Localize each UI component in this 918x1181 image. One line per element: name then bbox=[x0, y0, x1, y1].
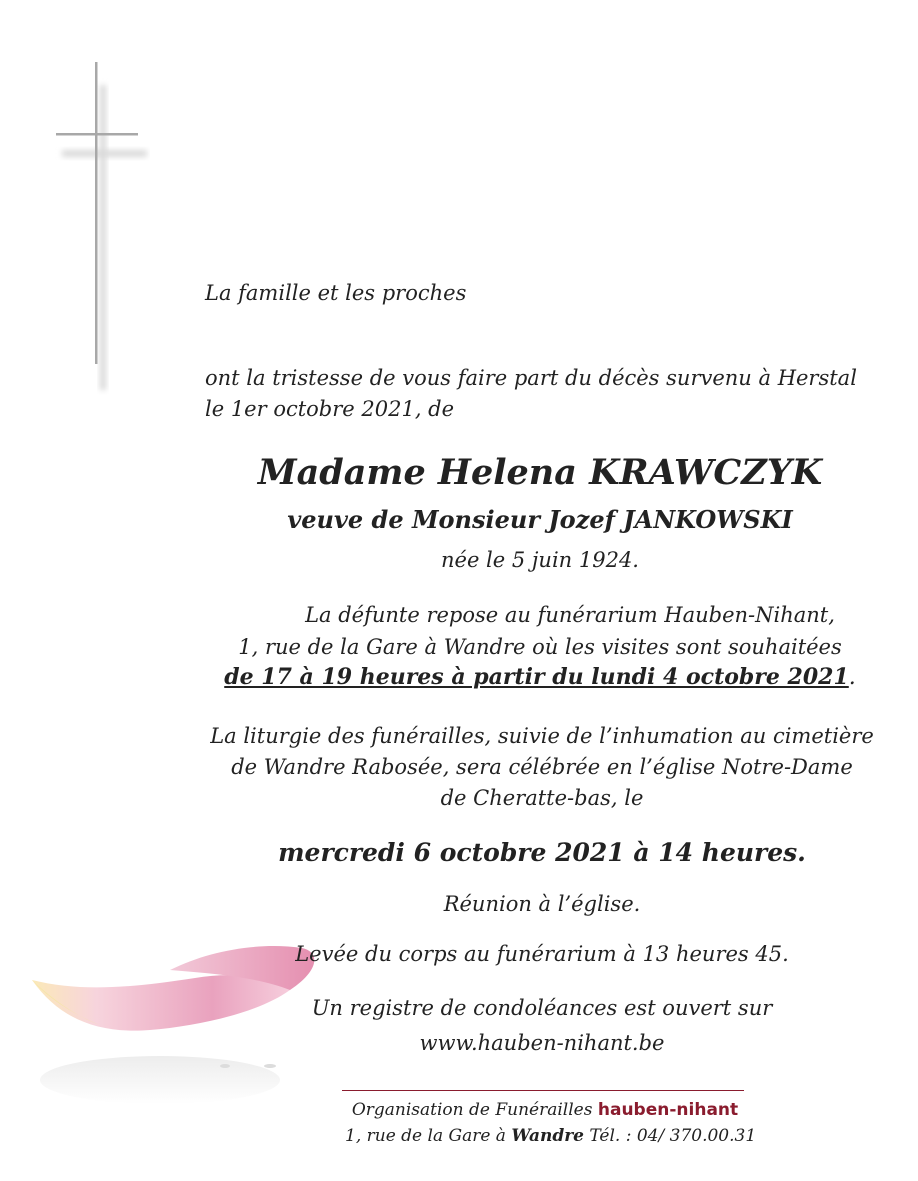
footer-org-prefix: Organisation de Funérailles bbox=[351, 1100, 593, 1120]
announcement-line-2: le 1er octobre 2021, de bbox=[205, 397, 455, 421]
footer-address-town: Wandre bbox=[511, 1126, 584, 1146]
cross-icon bbox=[50, 55, 150, 395]
brand-logo: hauben-nihant bbox=[597, 1100, 739, 1120]
birth-date: née le 5 juin 1924. bbox=[441, 548, 639, 572]
visiting-hours-period: . bbox=[848, 665, 856, 690]
liturgy-line-2: de Wandre Rabosée, sera célébrée en l’église Notre-Dame bbox=[231, 755, 853, 779]
footer-phone: Tél. : 04/ 370.00.31 bbox=[589, 1126, 757, 1146]
deceased-name: Madame Helena KRAWCZYK bbox=[257, 452, 823, 493]
footer-organisation bbox=[345, 1100, 745, 1120]
footer-address-prefix: 1, rue de la Gare à bbox=[345, 1126, 506, 1146]
repose-line-2: 1, rue de la Gare à Wandre où les visites sont souhaitées bbox=[238, 635, 842, 659]
liturgy-line-3: de Cheratte-bas, le bbox=[440, 786, 644, 810]
liturgy-line-1: La liturgie des funérailles, suivie de l’inhumation au cimetière bbox=[210, 724, 874, 748]
visiting-hours-text: de 17 à 19 heures à partir du lundi 4 octobre 2021 bbox=[224, 664, 849, 690]
visiting-hours bbox=[195, 664, 885, 690]
widow-of-line: veuve de Monsieur Jozef JANKOWSKI bbox=[287, 505, 793, 534]
ceremony-date: mercredi 6 octobre 2021 à 14 heures. bbox=[278, 838, 806, 867]
register-url-link[interactable]: www.hauben-nihant.be bbox=[419, 1031, 665, 1055]
footer-address bbox=[345, 1126, 757, 1146]
announcement-line-1: ont la tristesse de vous faire part du décès survenu à Herstal bbox=[205, 366, 857, 390]
repose-line-1: La défunte repose au funérarium Hauben-Nihant, bbox=[305, 603, 835, 627]
body-departure: Levée du corps au funérarium à 13 heures 45. bbox=[295, 942, 789, 966]
register-line: Un registre de condoléances est ouvert sur bbox=[311, 996, 773, 1020]
intro-line: La famille et les proches bbox=[205, 281, 467, 305]
meeting-place: Réunion à l’église. bbox=[443, 892, 641, 916]
footer-divider bbox=[342, 1090, 744, 1091]
